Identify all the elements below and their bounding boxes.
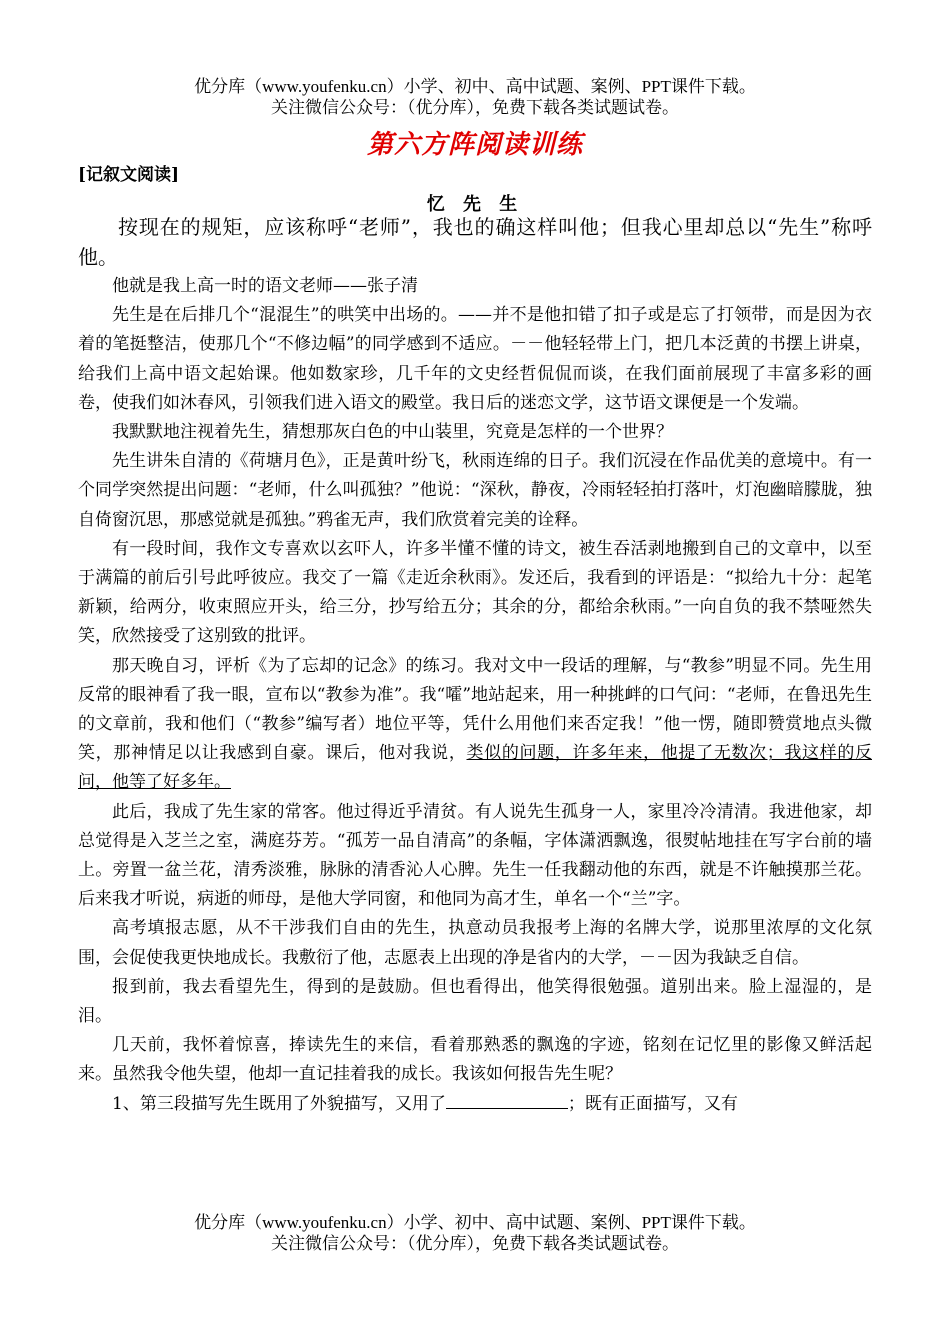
page-footer (0, 1212, 950, 1254)
paragraph-2: 先生是在后排几个“混混生”的哄笑中出场的。——并不是他扣错了扣子或是忘了打领带，而是因为衣着的笔挺整洁，使那几个“不修边幅”的同学感到不适应。－－他轻轻带上门，把几本泛黄的书摆上讲桌，给我们上高中语文起始课。他如数家珍，几千年的文史经哲侃侃而谈，在我们面前展现了丰富多彩的画卷，使我们如沐春风，引领我们进入语文的殿堂。我日后的迷恋文学，这节语文课便是一个发端。 (78, 305, 872, 413)
question-1 (78, 1090, 872, 1119)
page-title: 第六方阵阅读训练 (366, 130, 583, 160)
article-title: 忆 先 生 (426, 194, 524, 215)
question-1-text-cont: ；既有正面描写，又有 (567, 1093, 738, 1114)
footer-line-2: 关注微信公众号：（优分库），免费下载各类试题试卷。 (271, 1234, 679, 1253)
article-body (78, 212, 872, 1119)
paragraph-7: 此后，我成了先生家的常客。他过得近乎清贫。有人说先生孤身一人，家里冷冷清清。我进他家，却总觉得是入芝兰之室，满庭芬芳。“孤芳一品自清高”的条幅，字体潇洒飘逸，很熨帖地挂在写字台前的墙上。旁置一盆兰花，清秀淡雅，脉脉的清香沁人心脾。先生一任我翻动他的东西，就是不许触摸那兰花。后来我才听说，病逝的师母，是他大学同窗，和他同为高才生，单名一个“兰”字。 (78, 801, 872, 910)
underlined-sentence: 类似的问题，许多年来，他提了无数次；我这样的反问，他等了好多年。 (78, 743, 872, 793)
page-header (0, 76, 950, 118)
paragraph-8: 高考填报志愿，从不干涉我们自由的先生，执意动员我报考上海的名牌大学，说那里浓厚的文化氛围，会促使我更快地成长。我敷衍了他，志愿表上出现的净是省内的大学，－－因为我缺乏自信。 (78, 918, 872, 968)
header-line-2: 关注微信公众号：（优分库），免费下载各类试题试卷。 (271, 98, 679, 117)
section-label: [记叙文阅读] (78, 165, 180, 185)
paragraph-5: 有一段时间，我作文专喜欢以玄吓人，许多半懂不懂的诗文，被生吞活剥地搬到自己的文章中，以至于满篇的前后引号此呼彼应。我交了一篇《走近余秋雨》。发还后，我看到的评语是：“拟给九十分：起笔新颖，给两分，收束照应开头，给三分，抄写给五分；其余的分，都给余秋雨。”一向自负的我不禁哑然失笑，欣然接受了这别致的批评。 (78, 538, 872, 647)
paragraph-1: 他就是我上高一时的语文老师——张子清 (112, 276, 418, 296)
paragraph-6 (78, 652, 872, 798)
paragraph-3: 我默默地注视着先生，猜想那灰白色的中山装里，究竟是怎样的一个世界？ (112, 422, 673, 443)
paragraph-10: 几天前，我怀着惊喜，捧读先生的来信，看着那熟悉的飘逸的字迹，铭刻在记忆里的影像又鲜活起来。虽然我令他失望，他却一直记挂着我的成长。我该如何报告先生呢？ (78, 1035, 872, 1085)
answer-blank[interactable] (446, 1090, 568, 1109)
footer-line-1: 优分库（www.youfenku.cn）小学、初中、高中试题、案例、PPT课件下载。 (194, 1213, 756, 1232)
paragraph-6-text: 那天晚自习，评析《为了忘却的记念》的练习。我对文中一段话的理解，与“教参”明显不同。先生用反常的眼神看了我一眼，宣布以“教参为准”。我“嚯”地站起来，用一种挑衅的口气问：“老师，在鲁迅先生的文章前，我和他们（“教参”编写者）地位平等，凭什么用他们来否定我！”他一愣，随即赞赏地点头微笑，那神情足以让我感到自豪。课后，他对我说， (78, 655, 872, 764)
header-line-1: 优分库（www.youfenku.cn）小学、初中、高中试题、案例、PPT课件下载。 (194, 77, 756, 96)
paragraph-9: 报到前，我去看望先生，得到的是鼓励。但也看得出，他笑得很勉强。道别出来。脸上湿湿的，是泪。 (78, 976, 872, 1027)
question-1-text: 1、第三段描写先生既用了外貌描写，又用了 (112, 1093, 446, 1114)
paragraph-intro: 按现在的规矩，应该称呼“老师”，我也的确这样叫他；但我心里却总以“先生”称呼他。 (78, 215, 872, 269)
paragraph-4: 先生讲朱自清的《荷塘月色》，正是黄叶纷飞，秋雨连绵的日子。我们沉浸在作品优美的意境中。有一个同学突然提出问题：“老师，什么叫孤独？”他说：“深秋，静夜，冷雨轻轻拍打落叶，灯泡幽暗朦胧，独自倚窗沉思，那感觉就是孤独。”鸦雀无声，我们欣赏着完美的诠释。 (78, 451, 872, 530)
